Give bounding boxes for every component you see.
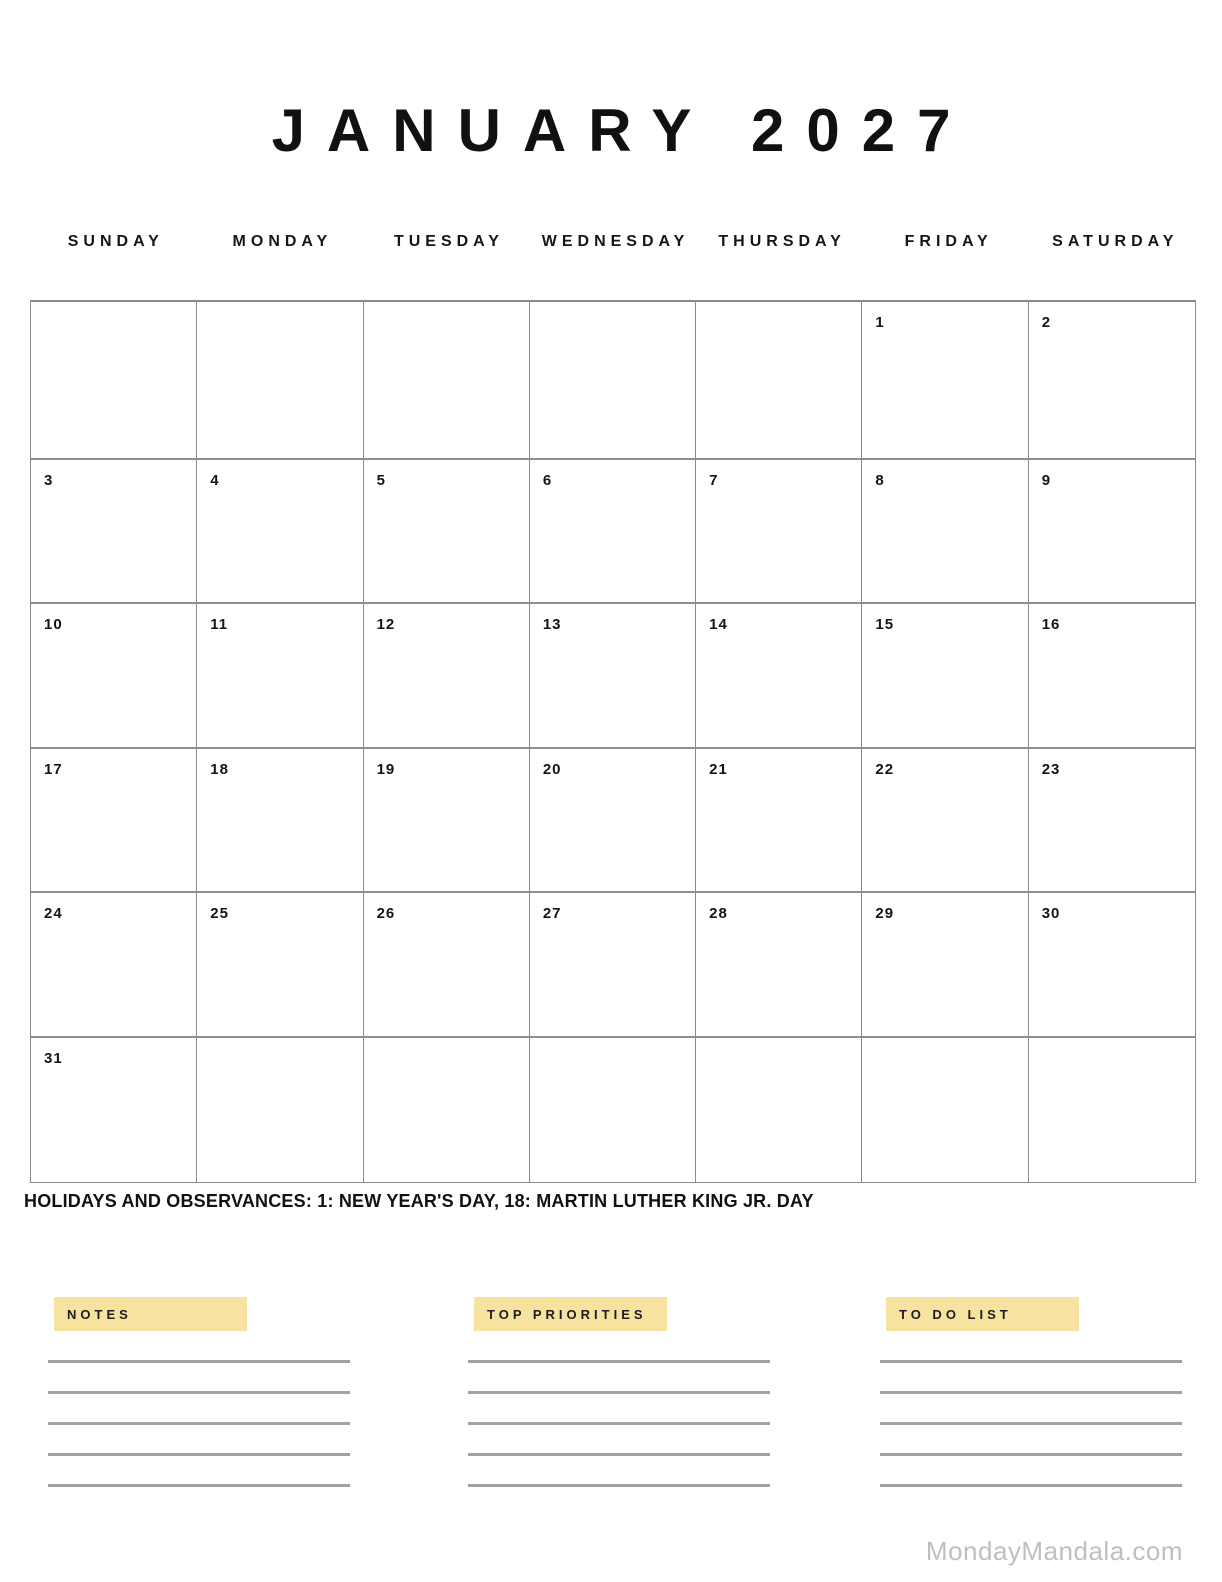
ruled-line — [468, 1453, 770, 1456]
calendar-empty-cell — [31, 302, 197, 460]
day-number: 21 — [709, 760, 728, 778]
top-priorities-label: TOP PRIORITIES — [487, 1306, 647, 1322]
ruled-line — [880, 1360, 1182, 1363]
calendar-day-cell-18 — [197, 749, 363, 893]
day-number: 30 — [1041, 905, 1061, 923]
todo-list-label-box — [886, 1297, 1079, 1331]
notes-section — [48, 1297, 350, 1487]
ruled-line — [468, 1484, 770, 1487]
weekday-label: THURSDAY — [718, 233, 846, 250]
calendar-day-cell-3 — [31, 460, 197, 604]
day-number: 31 — [44, 1049, 63, 1067]
ruled-line — [880, 1484, 1182, 1487]
calendar-empty-cell — [197, 302, 363, 460]
calendar-empty-cell — [197, 1038, 363, 1182]
day-number: 4 — [210, 472, 220, 489]
calendar-day-cell-7 — [696, 460, 862, 604]
calendar-day-cell-31 — [31, 1038, 197, 1182]
calendar-empty-cell — [530, 1038, 696, 1182]
ruled-line — [48, 1422, 350, 1425]
weekday-label: SUNDAY — [67, 233, 164, 250]
day-number: 25 — [210, 905, 229, 923]
day-number: 26 — [376, 905, 396, 923]
top-priorities-lines — [468, 1360, 770, 1487]
todo-list-section — [880, 1297, 1182, 1487]
calendar-day-cell-28 — [696, 893, 862, 1037]
calendar-day-cell-19 — [364, 749, 530, 893]
day-number: 15 — [875, 616, 895, 634]
ruled-line — [468, 1360, 770, 1363]
calendar-day-cell-2 — [1029, 302, 1195, 460]
ruled-line — [880, 1391, 1182, 1394]
calendar-empty-cell — [696, 1038, 862, 1182]
top-priorities-label-box — [474, 1297, 667, 1331]
day-number: 3 — [44, 472, 54, 489]
day-number: 10 — [44, 616, 63, 634]
calendar-day-cell-16 — [1029, 604, 1195, 748]
calendar-day-cell-20 — [530, 749, 696, 893]
day-number: 19 — [376, 760, 396, 778]
site-watermark: MondayMandala.com — [925, 1536, 1183, 1566]
calendar-day-cell-21 — [696, 749, 862, 893]
day-number: 1 — [875, 314, 885, 331]
calendar-empty-cell — [364, 302, 530, 460]
calendar-day-cell-24 — [31, 893, 197, 1037]
day-number: 11 — [210, 616, 229, 634]
calendar-day-cell-25 — [197, 893, 363, 1037]
calendar-day-cell-6 — [530, 460, 696, 604]
day-number: 9 — [1041, 472, 1052, 489]
day-number: 20 — [542, 760, 562, 778]
notes-label-box — [54, 1297, 247, 1331]
ruled-line — [48, 1391, 350, 1394]
calendar-day-cell-22 — [862, 749, 1028, 893]
calendar-day-cell-29 — [862, 893, 1028, 1037]
calendar-day-cell-15 — [862, 604, 1028, 748]
ruled-line — [48, 1484, 350, 1487]
day-number: 16 — [1041, 616, 1061, 634]
top-priorities-section — [468, 1297, 770, 1487]
notes-lines — [48, 1360, 350, 1487]
calendar-day-cell-1 — [862, 302, 1028, 460]
day-number: 23 — [1041, 760, 1061, 778]
ruled-line — [880, 1453, 1182, 1456]
calendar-grid — [30, 300, 1196, 1183]
calendar-day-cell-4 — [197, 460, 363, 604]
day-number: 18 — [210, 760, 229, 778]
weekday-label: FRIDAY — [904, 233, 993, 250]
weekday-label: SATURDAY — [1052, 233, 1179, 250]
ruled-line — [468, 1391, 770, 1394]
weekday-label: TUESDAY — [393, 233, 504, 250]
todo-list-label: TO DO LIST — [899, 1306, 1012, 1322]
calendar-empty-cell — [530, 302, 696, 460]
todo-list-lines — [880, 1360, 1182, 1487]
calendar-day-cell-10 — [31, 604, 197, 748]
day-number: 17 — [44, 760, 63, 778]
ruled-line — [468, 1422, 770, 1425]
calendar-empty-cell — [696, 302, 862, 460]
day-number: 6 — [542, 472, 553, 489]
day-number: 12 — [376, 616, 396, 634]
day-number: 7 — [709, 472, 719, 489]
holidays-note: HOLIDAYS AND OBSERVANCES: 1: NEW YEAR'S DAY, 18: MARTIN LUTHER KING JR. DAY — [24, 1191, 814, 1211]
day-number: 13 — [542, 616, 562, 634]
ruled-line — [48, 1453, 350, 1456]
day-number: 8 — [875, 472, 885, 489]
calendar-day-cell-12 — [364, 604, 530, 748]
day-number: 14 — [709, 616, 728, 634]
calendar-day-cell-13 — [530, 604, 696, 748]
calendar-empty-cell — [364, 1038, 530, 1182]
calendar-day-cell-27 — [530, 893, 696, 1037]
calendar-day-cell-9 — [1029, 460, 1195, 604]
weekday-label: MONDAY — [232, 233, 333, 250]
calendar-day-cell-14 — [696, 604, 862, 748]
day-number: 27 — [542, 905, 562, 923]
calendar-day-cell-23 — [1029, 749, 1195, 893]
day-number: 2 — [1041, 314, 1052, 331]
ruled-line — [880, 1422, 1182, 1425]
calendar-day-cell-30 — [1029, 893, 1195, 1037]
notes-label: NOTES — [67, 1306, 132, 1322]
calendar-day-cell-5 — [364, 460, 530, 604]
weekday-header-row — [30, 233, 1196, 251]
day-number: 28 — [709, 905, 728, 923]
day-number: 29 — [875, 905, 895, 923]
calendar-day-cell-8 — [862, 460, 1028, 604]
calendar-day-cell-11 — [197, 604, 363, 748]
calendar-empty-cell — [862, 1038, 1028, 1182]
day-number: 5 — [376, 472, 386, 489]
page-title: JANUARY 2027 — [271, 97, 973, 164]
calendar-empty-cell — [1029, 1038, 1195, 1182]
weekday-label: WEDNESDAY — [541, 233, 690, 250]
day-number: 22 — [875, 760, 895, 778]
day-number: 24 — [44, 905, 63, 923]
calendar-day-cell-17 — [31, 749, 197, 893]
ruled-line — [48, 1360, 350, 1363]
calendar-day-cell-26 — [364, 893, 530, 1037]
